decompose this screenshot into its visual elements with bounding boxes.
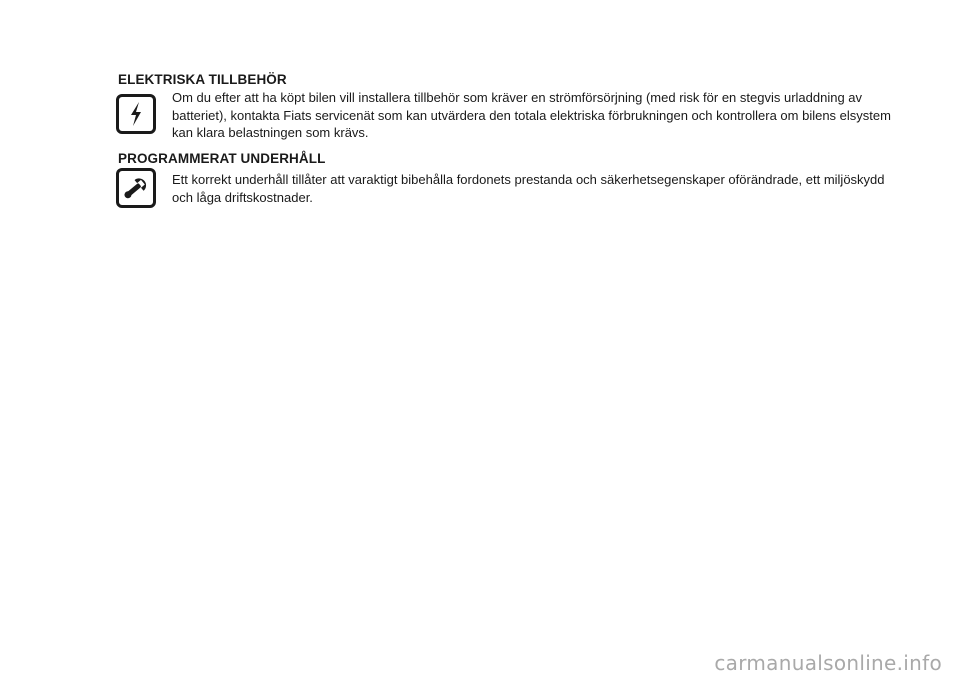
scheduled-maintenance-row: [116, 168, 906, 208]
scheduled-maintenance-heading: PROGRAMMERAT UNDERHÅLL: [118, 151, 326, 166]
electrical-accessories-row: [116, 89, 906, 142]
wrench-icon: [116, 168, 156, 208]
scheduled-maintenance-section: [116, 150, 906, 208]
lightning-bolt-icon: [116, 94, 156, 134]
electrical-accessories-section: [116, 71, 906, 142]
scheduled-maintenance-text: Ett korrekt underhåll tillåter att varaktigt bibehålla fordonets prestanda och säkerhetsegenskaper oförändrade, ett miljöskydd och låga driftskostnader.: [172, 172, 885, 205]
electrical-accessories-text: Om du efter att ha köpt bilen vill installera tillbehör som kräver en strömförsörjning (med risk för en stegvis urladdning av batteriet), kontakta Fiats servicenät som kan utvärdera den totala elektriska förbrukningen och kontrollera om bilens elsystem kan klara belastningen som krävs.: [172, 90, 891, 140]
electrical-accessories-heading: ELEKTRISKA TILLBEHÖR: [118, 72, 287, 87]
watermark: carmanualsonline.info: [714, 651, 942, 675]
